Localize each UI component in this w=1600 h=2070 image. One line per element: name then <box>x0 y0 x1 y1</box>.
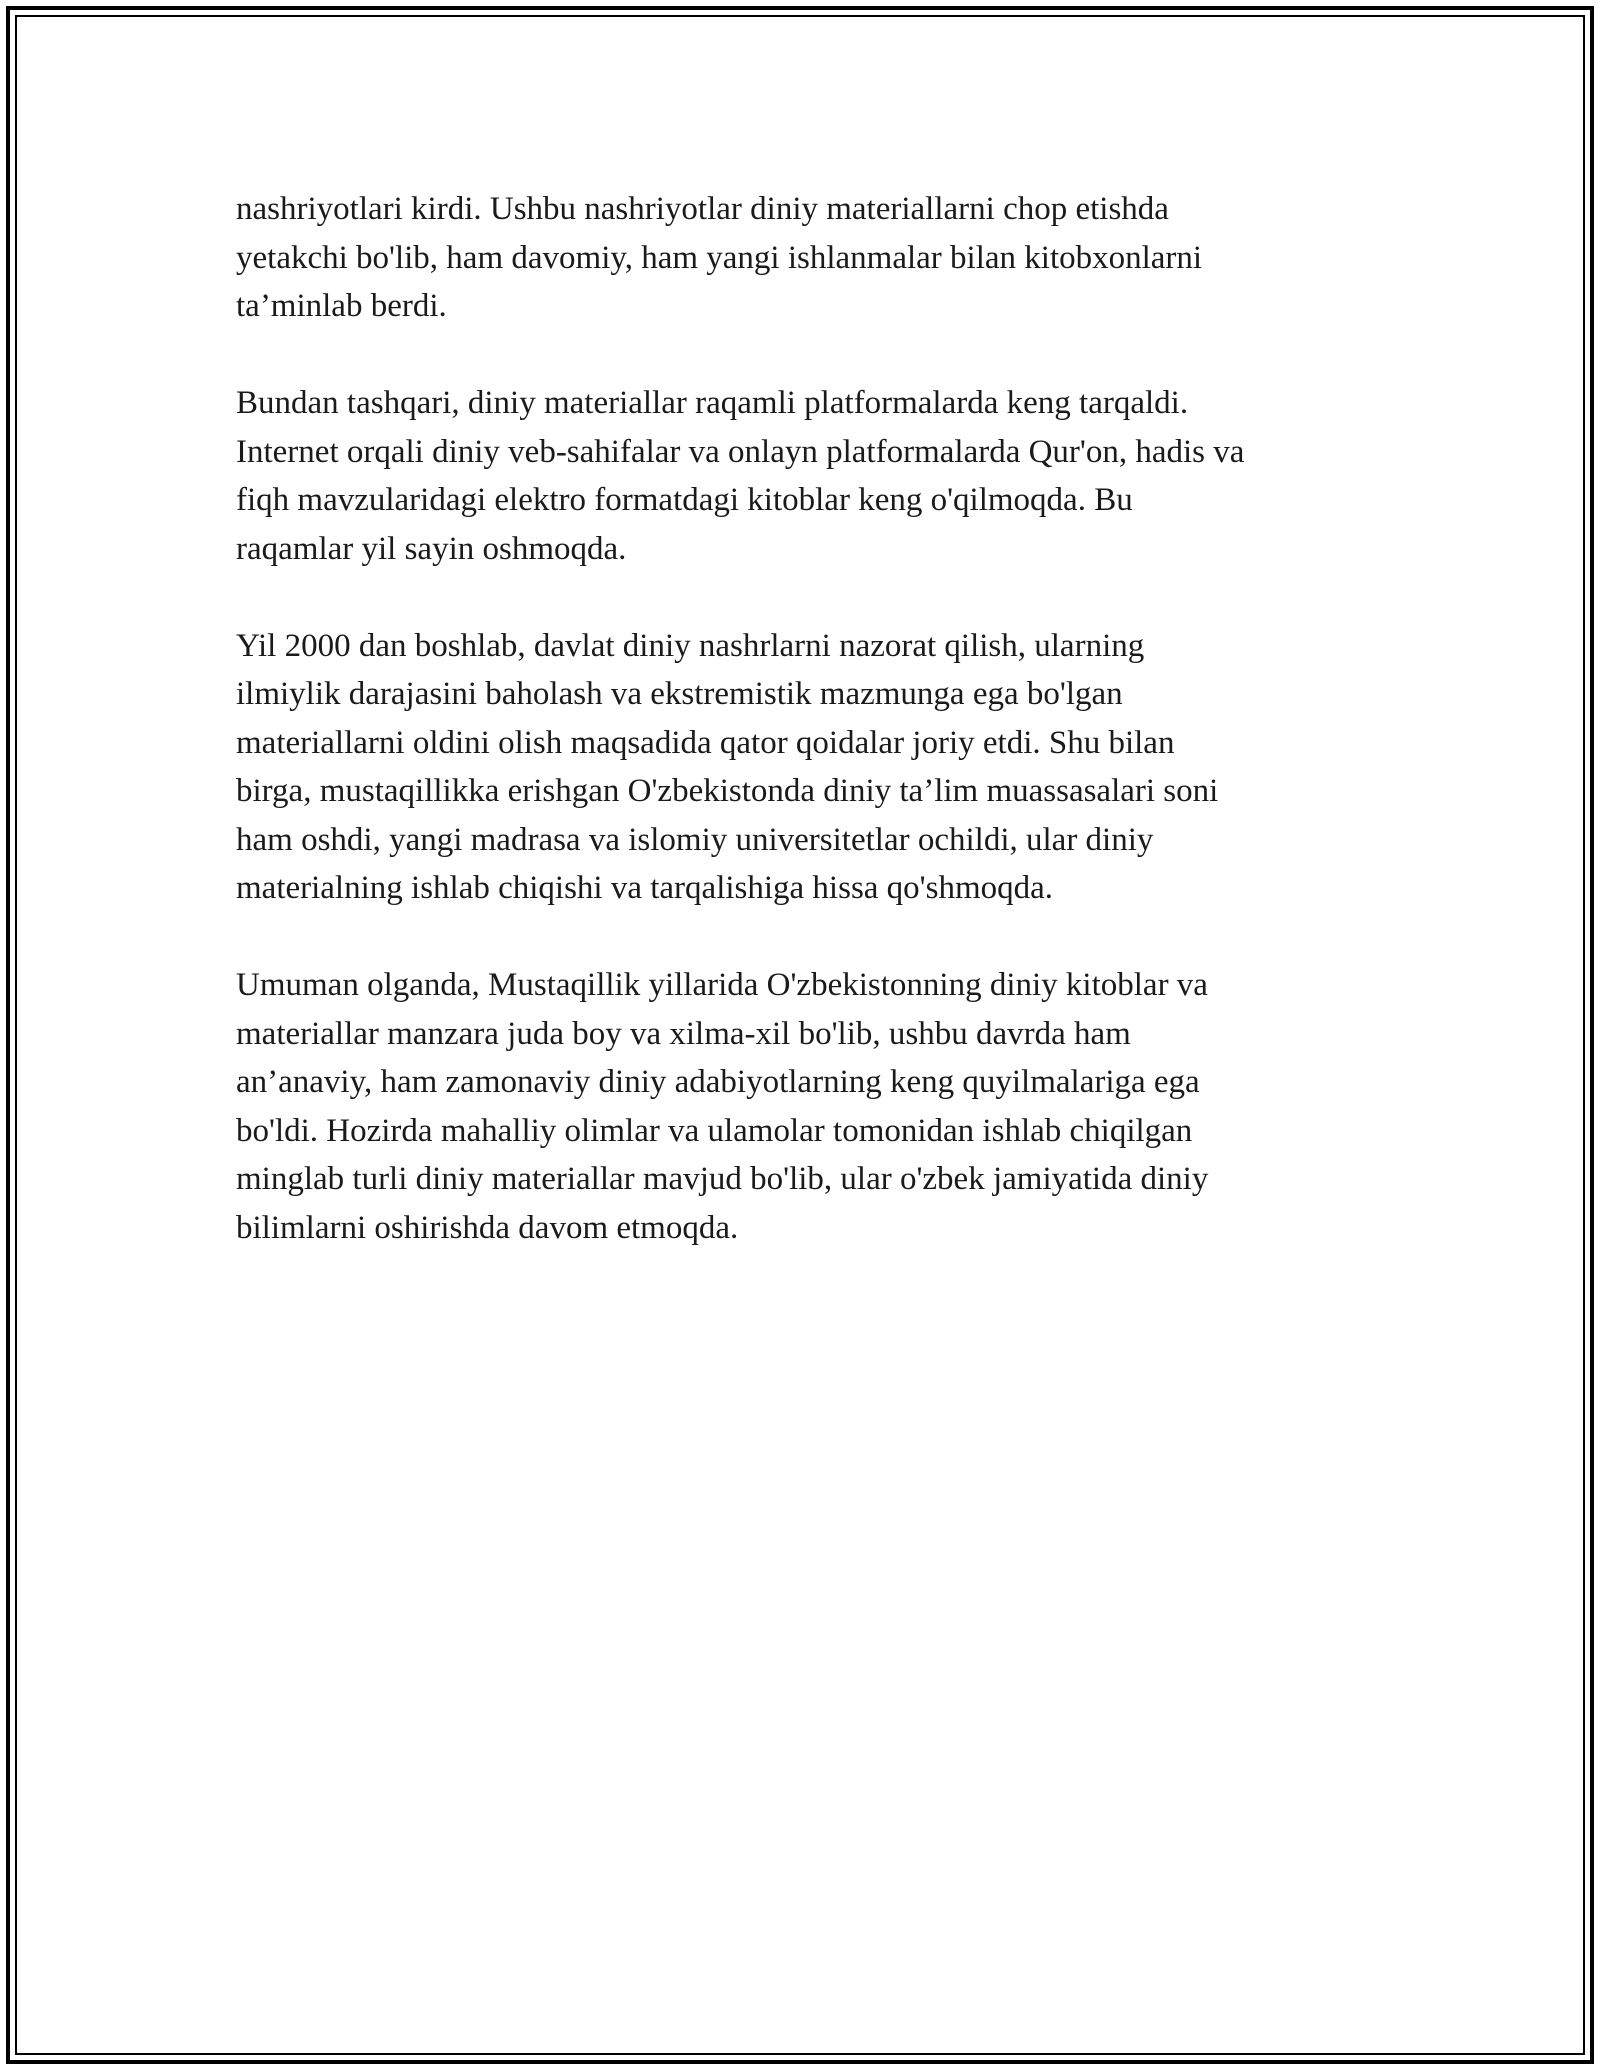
text-line: Internet orqali diniy veb-sahifalar va onlayn platformalarda Qur'on, hadis va <box>236 433 1245 470</box>
text-line: Yil 2000 dan boshlab, davlat diniy nashrlarni nazorat qilish, ularning <box>236 627 1145 664</box>
text-line: yetakchi bo'lib, ham davomiy, ham yangi ishlanmalar bilan kitobxonlarni <box>236 239 1203 276</box>
text-line: ham oshdi, yangi madrasa va islomiy universitetlar ochildi, ular diniy <box>236 821 1154 858</box>
text-line: ilmiylik darajasini baholash va ekstremistik mazmunga ega bo'lgan <box>236 676 1123 712</box>
text-line: materiallarni oldini olish maqsadida qator qoidalar joriy etdi. Shu bilan <box>236 724 1175 761</box>
text-line: nashriyotlari kirdi. Ushbu nashriyotlar diniy materiallarni chop etishda <box>236 191 1169 227</box>
paragraph-2 <box>236 379 1386 573</box>
text-line: materiallar manzara juda boy va xilma-xil bo'lib, ushbu davrda ham <box>236 1015 1131 1052</box>
text-line: Bundan tashqari, diniy materiallar raqamli platformalarda keng tarqaldi. <box>236 385 1189 421</box>
text-line: fiqh mavzularidagi elektro formatdagi kitoblar keng o'qilmoqda. Bu <box>236 482 1133 518</box>
text-line: Umuman olganda, Mustaqillik yillarida O'zbekistonning diniy kitoblar va <box>236 967 1208 1003</box>
text-line: birga, mustaqillikka erishgan O'zbekistonda diniy ta’lim muassasalari soni <box>236 773 1219 809</box>
paragraph-3 <box>236 622 1386 913</box>
paragraph-1 <box>236 185 1386 331</box>
text-line: materialning ishlab chiqishi va tarqalishiga hissa qo'shmoqda. <box>236 870 1054 906</box>
paragraph-4 <box>236 961 1386 1252</box>
text-line: ta’minlab berdi. <box>236 288 447 324</box>
text-line: bo'ldi. Hozirda mahalliy olimlar va ulamolar tomonidan ishlab chiqilgan <box>236 1112 1193 1149</box>
text-line: bilimlarni oshirishda davom etmoqda. <box>236 1209 739 1246</box>
text-line: raqamlar yil sayin oshmoqda. <box>236 530 627 567</box>
text-line: minglab turli diniy materiallar mavjud bo'lib, ular o'zbek jamiyatida diniy <box>236 1161 1209 1197</box>
document-body <box>236 185 1386 1301</box>
text-line: an’anaviy, ham zamonaviy diniy adabiyotlarning keng quyilmalariga ega <box>236 1064 1200 1100</box>
